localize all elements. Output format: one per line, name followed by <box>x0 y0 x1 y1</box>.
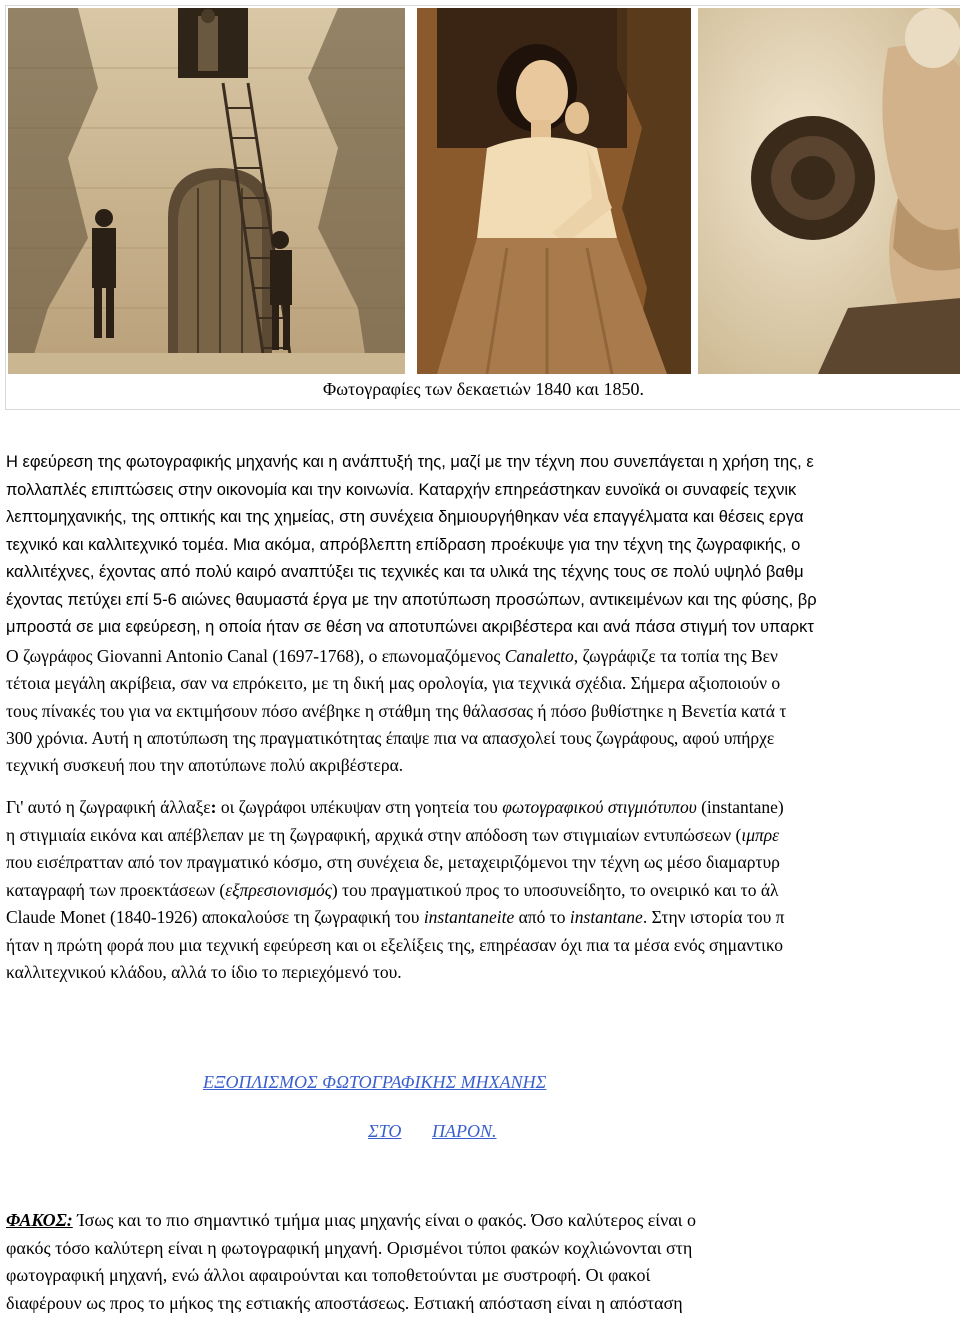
equipment-link[interactable]: ΕΞΟΠΛΙΣΜΟΣ ΦΩΤΟΓΡΑΦΙΚΗΣ ΜΗΧΑΝΗΣ <box>203 1072 547 1092</box>
text-line: φωτογραφική μηχανή, ενώ άλλοι αφαιρούνται και τοποθετούνται με συστροφή. Οι φακοί <box>6 1265 651 1285</box>
text-line: καταγραφή των προεκτάσεων (εξπρεσιονισμός) του πραγματικού προς το υποσυνείδητο, το ονειρικό και το άλ <box>6 879 779 900</box>
text-line: φακός τόσο καλύτερη είναι η φωτογραφική μηχανή. Ορισμένοι τύποι φακών κοχλιώνονται στη <box>6 1237 693 1258</box>
present-link-paron[interactable]: ΠΑΡΟΝ. <box>432 1121 497 1141</box>
text-line: που εισέπρατταν από τον πραγματικό κόσμο, στη συνέχεια δε, μεταχειριζόμενοι την τέχνη ως μέσο διαμαρτυρ <box>6 852 780 872</box>
text-line: Γι' αυτό η ζωγραφική άλλαξε: οι ζωγράφοι υπέκυψαν στη γοητεία του φωτογραφικού στιγμιότυπου (instantane) <box>6 797 784 817</box>
text-line: πολλαπλές επιπτώσεις στην οικονομία και την κοινωνία. Καταρχήν επηρεάστηκαν ευνοϊκά οι συναφείς τεχνικ <box>6 480 797 499</box>
text-line: τους πίνακές του για να εκτιμήσουν πόσο ανέβηκε η στάθμη της θάλασσας ή πόσο βυθίστηκε η Βενετία κατά τ <box>6 700 787 721</box>
text-line: Ο ζωγράφος Giovanni Antonio Canal (1697-1768), ο επωνομαζόμενος Canaletto, ζωγράφιζε τα τοπία της Βεν <box>6 646 778 666</box>
text-line: έχοντας πετύχει επί 5-6 αιώνες θαυμαστά έργα με την αποτύπωση προσώπων, αντικειμένων και της φύσης, βρ <box>6 590 817 609</box>
text-line: τεχνική συσκευή που την αποτύπωνε πολύ ακριβέστερα. <box>6 755 404 776</box>
photo-caption: Φωτογραφίες των δεκαετιών 1840 και 1850. <box>323 379 644 399</box>
text-line: Η εφεύρεση της φωτογραφικής μηχανής και η ανάπτυξή της, μαζί με την τέχνη που συνεπάγεται η χρήση της, ε <box>6 453 814 471</box>
text-line: η στιγμιαία εικόνα και απέβλεπαν με τη ζωγραφική, αρχικά στην απόδοση των στιγμιαίων εντυπώσεων (ιμπρε <box>6 824 780 845</box>
text-line: καλλιτεχνικού κλάδου, αλλά το ίδιο το περιεχόμενό του. <box>6 962 402 982</box>
text-line: ήταν η πρώτη φορά που μια τεχνική εφεύρεση και οι εξελίξεις της, επηρέασαν όχι πια τα μέσα ενός σημαντικο <box>6 934 784 955</box>
text-line: Claude Monet (1840-1926) αποκαλούσε τη ζωγραφική του instantaneite από το instantane. Στην ιστορία του π <box>6 907 785 927</box>
woman-portrait-photo <box>417 8 691 374</box>
text-line: τέτοια μεγάλη ακρίβεια, σαν να επρόκειτο, με τη δική μας ορολογία, για τεχνικά σχέδια. Σήμερα αξιοποιούν ο <box>6 673 781 694</box>
text-line: 300 χρόνια. Αυτή η αποτύπωση της πραγματικότητας έπαψε πια να απασχολεί τους ζωγράφους, αφού υπήρχε <box>6 727 775 748</box>
lens-section <box>6 1210 696 1320</box>
photo-strip <box>5 5 960 410</box>
paragraph-canaletto <box>6 643 786 779</box>
paragraph-painting-changed <box>6 794 784 987</box>
paragraph-invention <box>6 449 817 642</box>
text-line: μπροστά σε μια εφεύρεση, η οποία ήταν σε θέση να αποτυπώνει ακριβέστερα και ανά πάσα στιγμή τον υπαρκτ <box>6 618 814 636</box>
ladder-building-photo <box>8 8 405 374</box>
text-line: τεχνικό και καλλιτεχνικό τομέα. Μια ακόμα, απρόβλεπτη επίδραση προέκυψε για την τέχνη της ζωγραφικής, ο <box>6 535 801 554</box>
canaletto-term: Canaletto <box>504 646 574 666</box>
seated-figure-photo <box>698 8 960 374</box>
lens-term: ΦΑΚΟΣ: <box>6 1210 73 1230</box>
text-line: καλλιτέχνες, έχοντας από πολύ καιρό αναπτύξει τις τεχνικές και τα υλικά της τέχνης τους σε πολύ υψηλό βαθμ <box>6 563 804 581</box>
present-link-sto[interactable]: ΣΤΟ <box>368 1121 402 1141</box>
text-line: ΦΑΚΟΣ: Ίσως και το πιο σημαντικό τμήμα μιας μηχανής είναι ο φακός. Όσο καλύτερος είναι ο <box>6 1210 697 1230</box>
text-line: διαφέρουν ως προς το μήκος της εστιακής αποστάσεως. Εστιακή απόσταση είναι η απόσταση <box>6 1292 683 1313</box>
text-line: λεπτομηχανικής, της οπτικής και της χημείας, στη συνέχεια δημιουργήθηκαν νέα επαγγέλματα και θέσεις εργα <box>6 508 804 526</box>
